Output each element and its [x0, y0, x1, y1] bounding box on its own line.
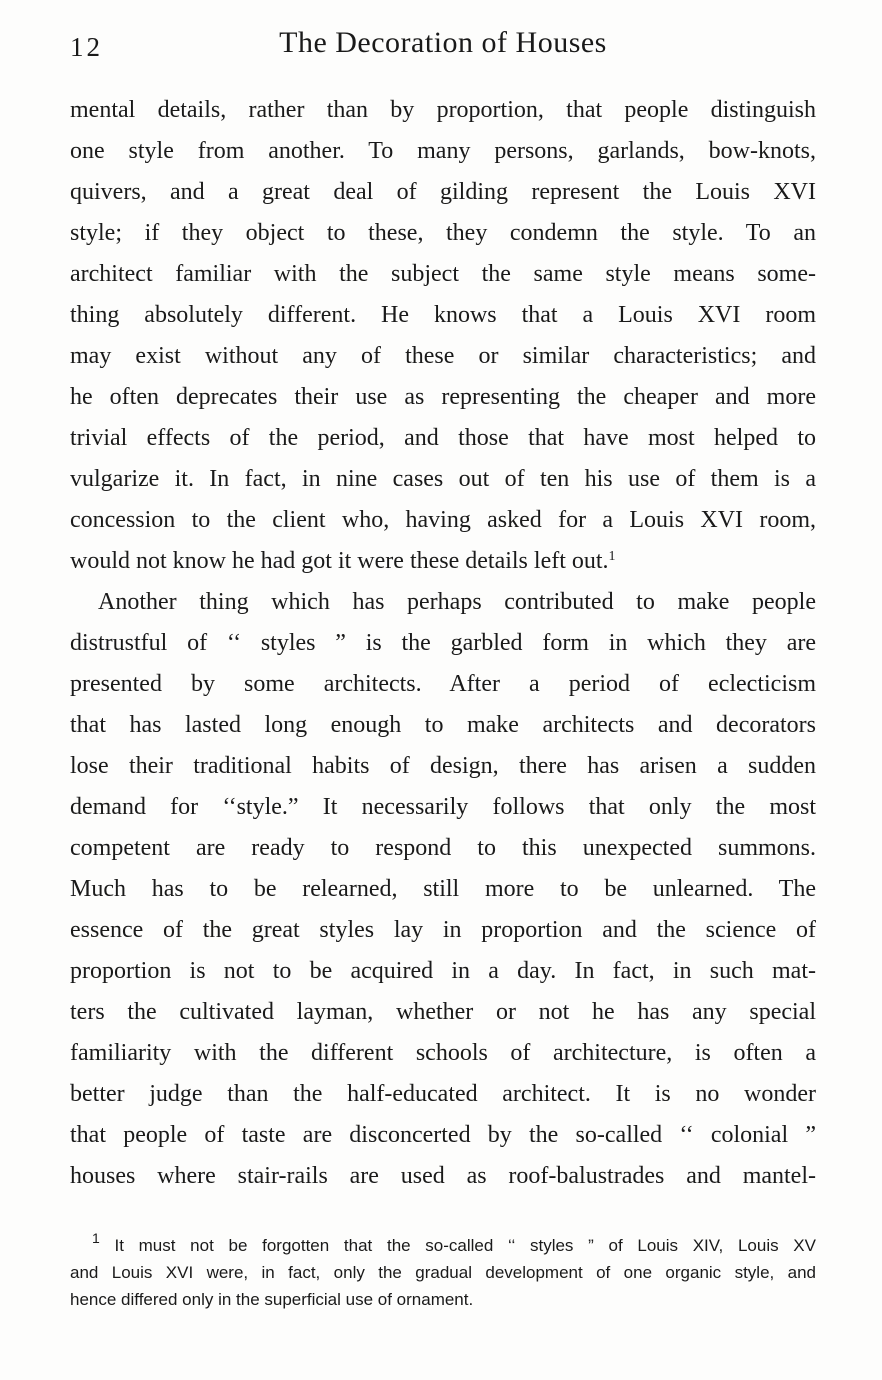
footnote-text: It must not be forgotten that the so-called ‘‘ styles ” of Louis XIV, Louis XV: [114, 1236, 816, 1255]
text-line: style; if they object to these, they condemn the style. To an: [70, 220, 816, 246]
page-number: 12: [70, 32, 103, 62]
page-header: [70, 26, 816, 66]
text-line: vulgarize it. In fact, in nine cases out of ten his use of them is a: [70, 466, 816, 492]
text-line: houses where stair-rails are used as roof-balustrades and mantel-: [70, 1163, 816, 1189]
text-line: essence of the great styles lay in proportion and the science of: [70, 917, 816, 943]
text-line: competent are ready to respond to this unexpected summons.: [70, 835, 816, 861]
text-line: that has lasted long enough to make architects and decorators: [70, 712, 816, 738]
text-line: Much has to be relearned, still more to be unlearned. The: [70, 876, 816, 902]
text-line-with-footnote-ref: [70, 541, 816, 582]
text-line: lose their traditional habits of design, there has arisen a sudden: [70, 753, 816, 779]
text-line: mental details, rather than by proportion, that people distinguish: [70, 97, 816, 123]
text-line: may exist without any of these or similar characteristics; and: [70, 343, 816, 369]
footnote-line: and Louis XVI were, in fact, only the gradual development of one organic style, and: [70, 1263, 816, 1282]
text-line: demand for ‘‘style.” It necessarily follows that only the most: [70, 794, 816, 820]
text-line: familiarity with the different schools of architecture, is often a: [70, 1040, 816, 1066]
footnote-line: hence differed only in the superficial use of ornament.: [70, 1290, 474, 1309]
footnote-reference[interactable]: 1: [608, 549, 616, 564]
text-line-content: would not know he had got it were these details left out.: [70, 548, 609, 574]
text-line: ters the cultivated layman, whether or not he has any special: [70, 999, 816, 1025]
text-line: architect familiar with the subject the same style means some-: [70, 261, 816, 287]
paragraph-first-line: Another thing which has perhaps contributed to make people: [98, 589, 816, 615]
body-text: [70, 90, 816, 1197]
footnote-marker: 1: [92, 1232, 100, 1246]
footnote: [70, 1232, 816, 1313]
text-line: distrustful of ‘‘ styles ” is the garbled form in which they are: [70, 630, 816, 656]
running-title: The Decoration of Houses: [279, 26, 607, 59]
text-line: presented by some architects. After a period of eclecticism: [70, 671, 816, 697]
text-line: better judge than the half-educated architect. It is no wonder: [70, 1081, 816, 1107]
footnote-line: [70, 1232, 816, 1259]
text-line: thing absolutely different. He knows that a Louis XVI room: [70, 302, 816, 328]
text-line: he often deprecates their use as representing the cheaper and more: [70, 384, 816, 410]
text-line: trivial effects of the period, and those that have most helped to: [70, 425, 816, 451]
text-line: proportion is not to be acquired in a day. In fact, in such mat-: [70, 958, 816, 984]
text-line: that people of taste are disconcerted by the so-called ‘‘ colonial ”: [70, 1122, 816, 1148]
text-line: concession to the client who, having asked for a Louis XVI room,: [70, 507, 816, 533]
text-line: one style from another. To many persons, garlands, bow-knots,: [70, 138, 816, 164]
text-line: quivers, and a great deal of gilding represent the Louis XVI: [70, 179, 816, 205]
